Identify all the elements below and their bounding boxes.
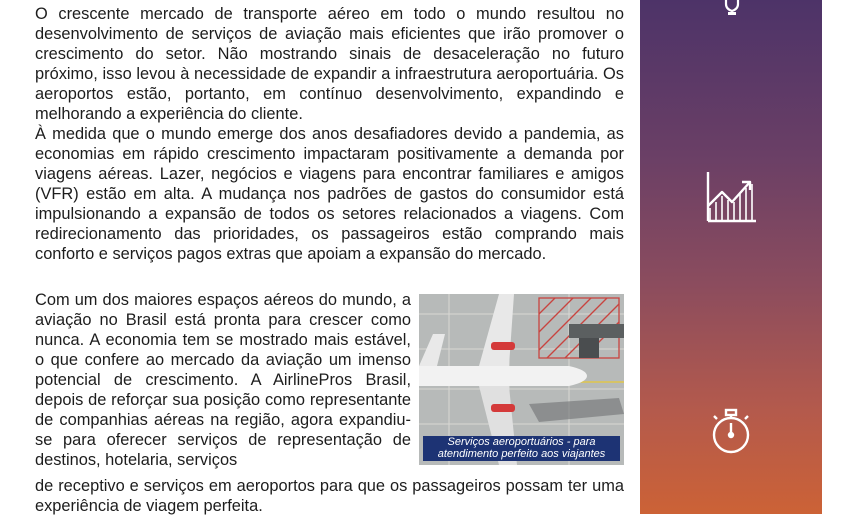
photo-caption bbox=[423, 436, 620, 461]
paragraph-2: À medida que o mundo emerge dos anos desafiadores devido a pandemia, as economias em rápido crescimento impactaram positivamente a demanda por viagens aéreas. Lazer, negócios e viagens para encontrar familiares e amigos (VFR) estão em alta. A mudança nos padrões de gastos do consumidor está impulsionando a expansão de todos os setores relacionados a viagens. Com redirecionamento das prioridades, os passageiros estão comprando mais conforto e serviços pagos extras que apoiam a expansão do mercado. bbox=[35, 125, 624, 263]
location-pin-icon bbox=[720, 0, 744, 16]
caption-line-2: atendimento perfeito aos viajantes bbox=[437, 447, 606, 460]
airport-photo bbox=[419, 294, 624, 465]
paragraph-3-part-1: Com um dos maiores espaços aéreos do mundo, a aviação no Brasil está pronta para crescer como nunca. A economia tem se mostrado mais estável, o que confere ao mercado da aviação um imenso potencial de crescimento. A AirlinePros Brasil, depois de reforçar sua posição como representante de companhias aéreas na região, agora expandiu-se para oferecer serviços de representação de destinos, hotelaria, serviços bbox=[35, 291, 411, 469]
caption-line-1: Serviços aeroportuários - para bbox=[447, 436, 596, 448]
stopwatch-icon bbox=[710, 408, 752, 456]
sidebar-panel bbox=[640, 0, 822, 514]
paragraph-3-part-2: de receptivo e serviços em aeroportos para que os passageiros possam ter uma experiência de viagem perfeita. bbox=[35, 477, 624, 515]
paragraph-1: O crescente mercado de transporte aéreo em todo o mundo resultou no desenvolvimento de serviços de aviação mais eficientes que irão promover o crescimento do setor. Não mostrando sinais de desaceleração no futuro próximo, isso levou à necessidade de expandir a infraestrutura aeroportuária. Os aeroportos estão, portanto, em contínuo desenvolvimento, expandindo e melhorando a experiência do cliente. bbox=[35, 5, 624, 123]
growth-chart-icon bbox=[704, 170, 758, 224]
article-intro bbox=[35, 4, 624, 264]
